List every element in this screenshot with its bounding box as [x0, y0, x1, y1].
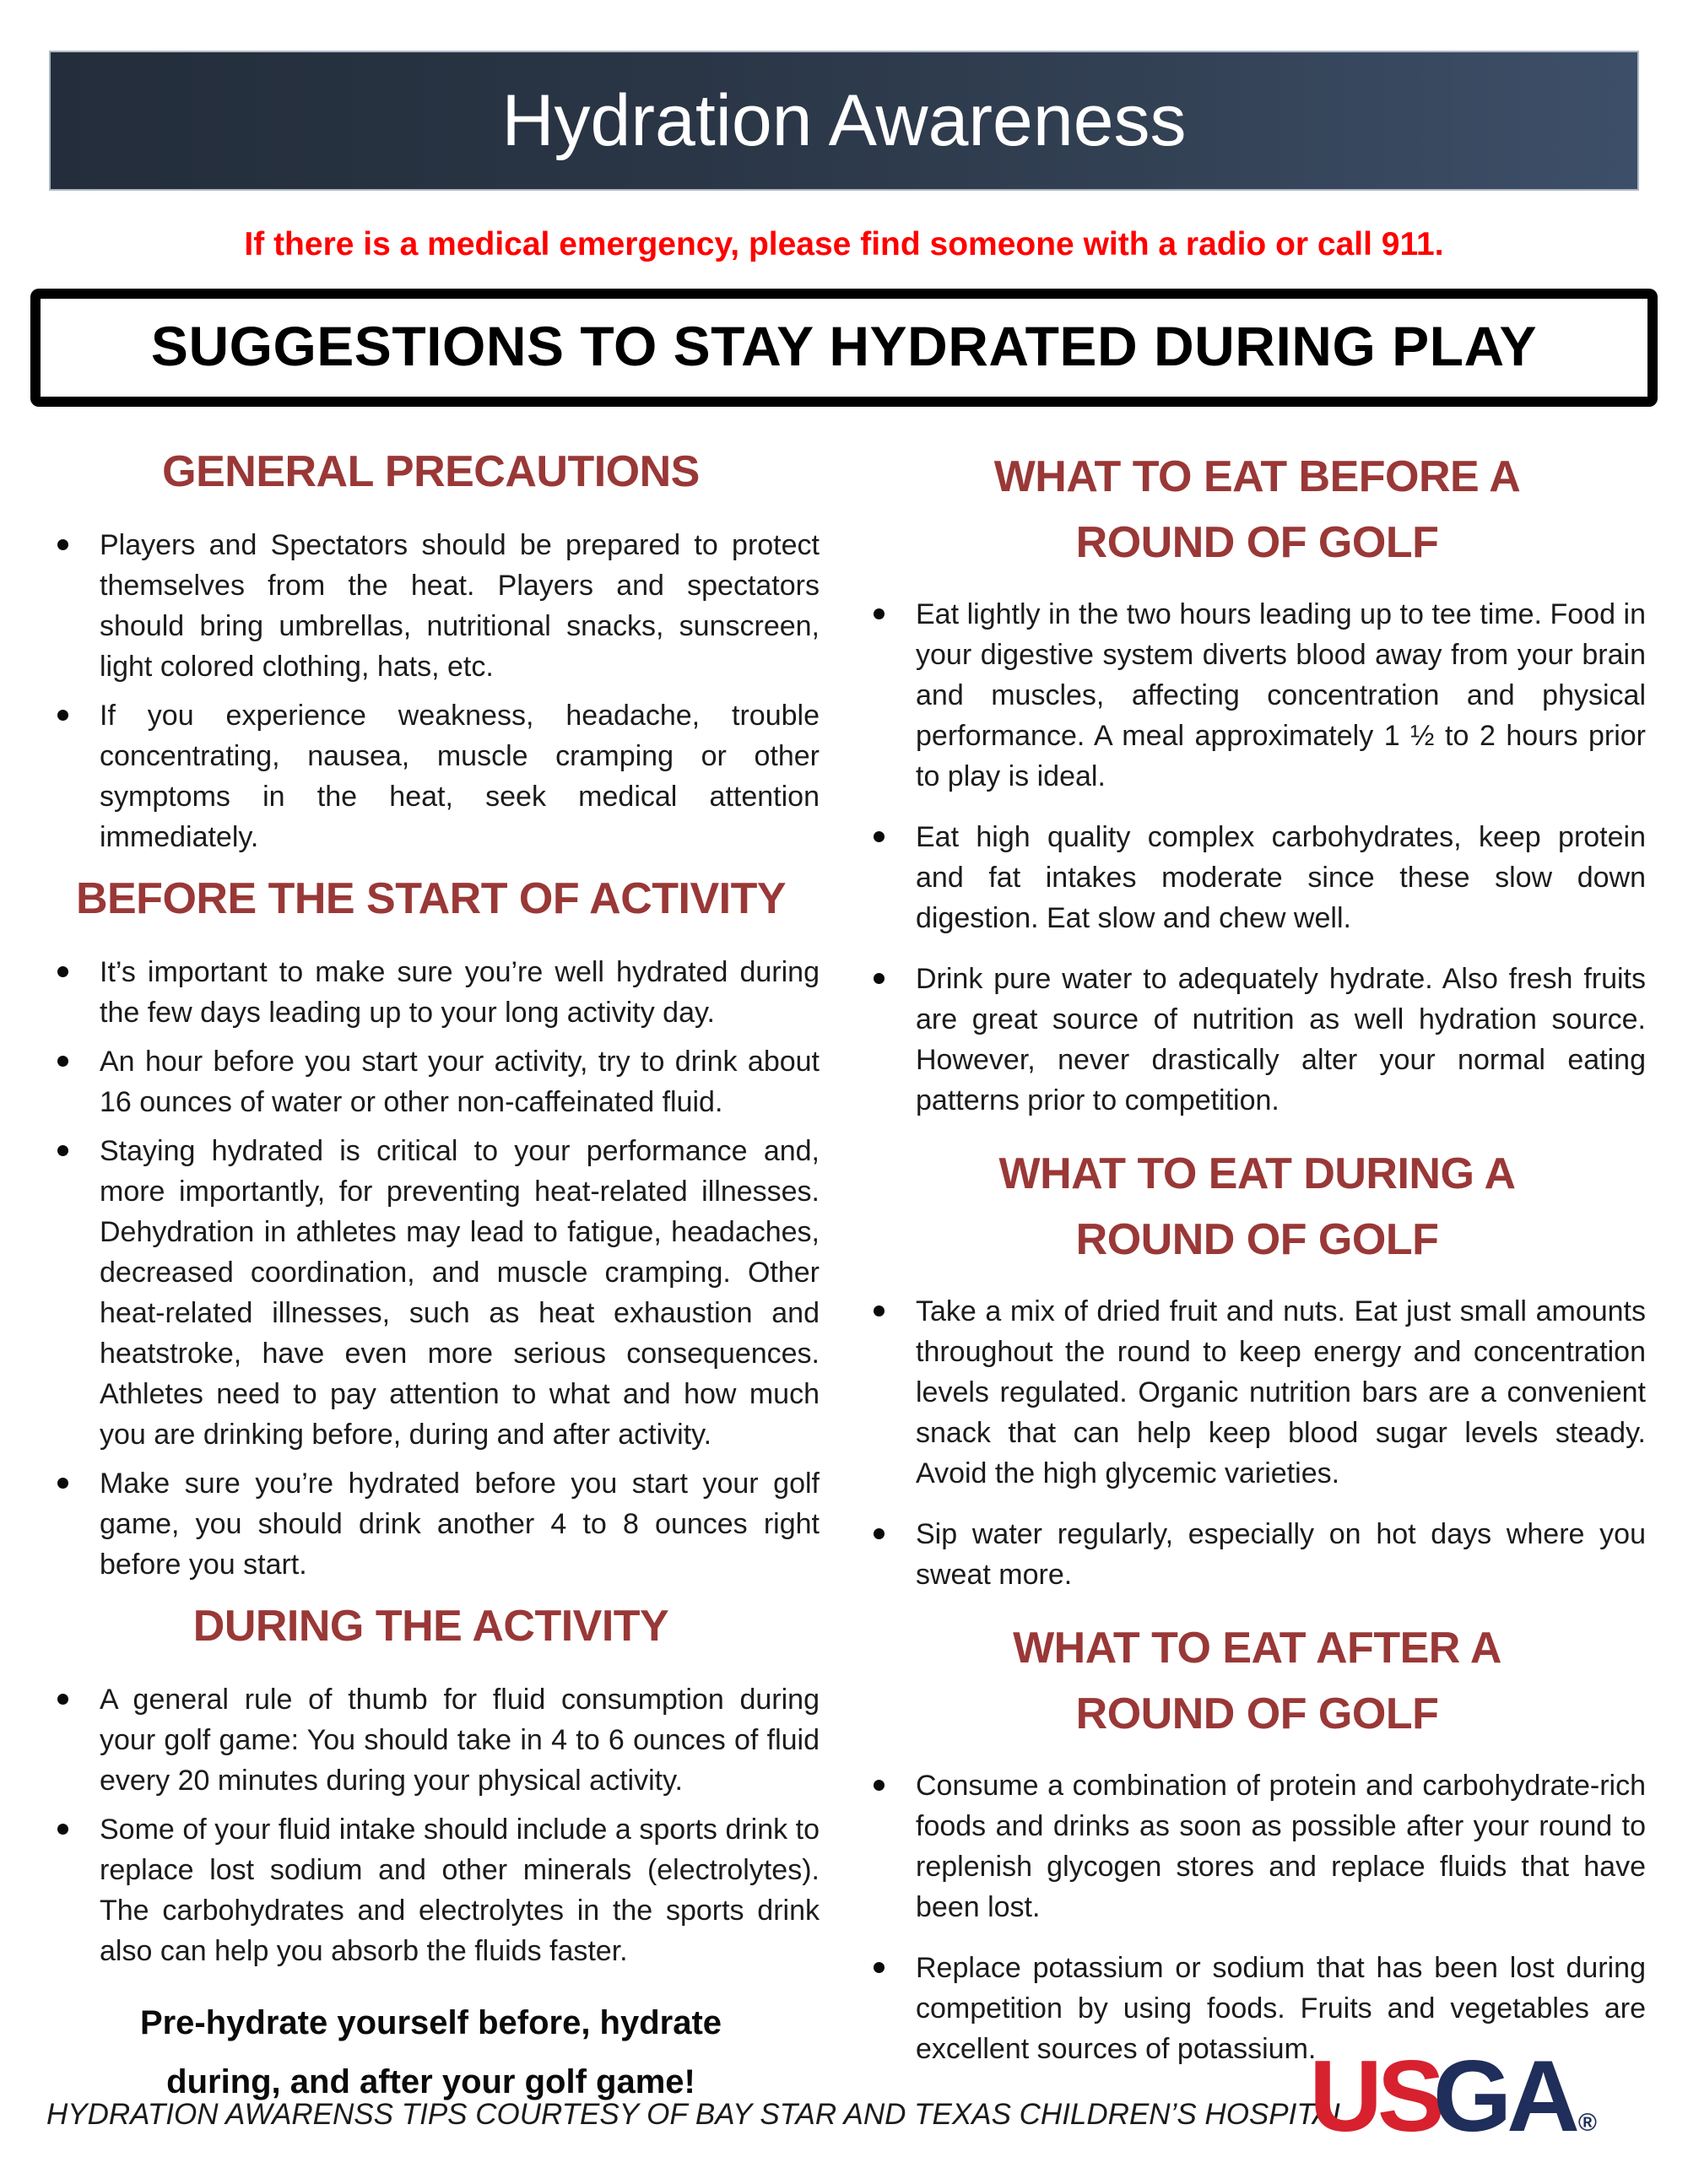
- prehydrate-callout: Pre-hydrate yourself before, hydrate during, and after your golf game!: [139, 2004, 722, 2100]
- usga-logo-us: US: [1309, 2040, 1440, 2153]
- bullet-list-before-start: [42, 952, 820, 1585]
- section-eat-after-round: [868, 1615, 1646, 2069]
- page-title: Hydration Awareness: [501, 79, 1187, 161]
- bullet-item: It’s important to make sure you’re well hydrated during the few days leading up to your long activity day.: [100, 952, 820, 1033]
- bullet-item: Eat high quality complex carbohydrates, keep protein and fat intakes moderate since these slow down digestion. Eat slow and chew well.: [916, 817, 1646, 938]
- section-eat-during-round: [868, 1141, 1646, 1595]
- usga-logo: [1309, 2040, 1597, 2153]
- bullet-list-eat-during: [868, 1291, 1646, 1595]
- main-heading-box: [30, 289, 1658, 407]
- bullet-list-eat-before: [868, 594, 1646, 1121]
- registered-trademark-icon: ®: [1577, 2109, 1597, 2137]
- bullet-item: An hour before you start your activity, try to drink about 16 ounces of water or other non-caffeinated fluid.: [100, 1041, 820, 1122]
- bullet-item: Players and Spectators should be prepared to protect themselves from the heat. Players and spectators should bring umbrellas, nutritional snacks, sunscreen, light colored clothing, hats, etc.: [100, 525, 820, 687]
- section-heading-during-activity: DURING THE ACTIVITY: [192, 1602, 669, 1651]
- bullet-list-during-activity: [42, 1679, 820, 1971]
- section-before-start-of-activity: [42, 866, 820, 1585]
- bullet-item: Drink pure water to adequately hydrate. Also fresh fruits are great source of nutrition as well hydration source. However, never drastically alter your normal eating patterns prior to competition.: [916, 959, 1646, 1121]
- bullet-item: Some of your fluid intake should include a sports drink to replace lost sodium and other minerals (electrolytes). The carbohydrates and electrolytes in the sports drink also can help you absorb the fluids faster.: [100, 1809, 820, 1971]
- emergency-notice: If there is a medical emergency, please find someone with a radio or call 911.: [244, 226, 1444, 262]
- left-column: [42, 437, 820, 2111]
- bullet-item: Eat lightly in the two hours leading up to tee time. Food in your digestive system diverts blood away from your brain and muscles, affecting concentration and physical performance. A meal approximately 1 ½ to 2 hours prior to play is ideal.: [916, 594, 1646, 797]
- section-heading-before-start: BEFORE THE START OF ACTIVITY: [75, 874, 787, 923]
- section-heading-general-precautions: GENERAL PRECAUTIONS: [162, 447, 700, 496]
- usga-logo-ga: GA: [1432, 2040, 1575, 2153]
- bullet-item: If you experience weakness, headache, trouble concentrating, nausea, muscle cramping or other symptoms in the heat, seek medical attention immediately.: [100, 695, 820, 857]
- section-heading-eat-during: WHAT TO EAT DURING A ROUND OF GOLF: [998, 1149, 1516, 1264]
- bullet-item: Take a mix of dried fruit and nuts. Eat just small amounts throughout the round to keep energy and concentration levels regulated. Organic nutrition bars are a convenient snack that can help keep blood sugar levels steady. Avoid the high glycemic varieties.: [916, 1291, 1646, 1494]
- bullet-item: Sip water regularly, especially on hot days where you sweat more.: [916, 1514, 1646, 1595]
- bullet-item: A general rule of thumb for fluid consumption during your golf game: You should take in 4 to 6 ounces of fluid every 20 minutes during your physical activity.: [100, 1679, 820, 1801]
- main-heading: SUGGESTIONS TO STAY HYDRATED DURING PLAY: [150, 315, 1538, 377]
- bullet-item: Staying hydrated is critical to your performance and, more importantly, for preventing heat-related illnesses. Dehydration in athletes may lead to fatigue, headaches, decreased coordination, and muscle cramping. Other heat-related illnesses, such as heat exhaustion and heatstroke, have even more serious consequences. Athletes need to pay attention to what and how much you are drinking before, during and after activity.: [100, 1131, 820, 1455]
- section-heading-eat-after: WHAT TO EAT AFTER A ROUND OF GOLF: [1013, 1624, 1501, 1738]
- bullet-list-general-precautions: [42, 525, 820, 857]
- section-heading-eat-before: WHAT TO EAT BEFORE A ROUND OF GOLF: [993, 452, 1521, 567]
- bullet-list-eat-after: [868, 1765, 1646, 2069]
- bullet-item: Consume a combination of protein and carbohydrate-rich foods and drinks as soon as possible after your round to replenish glycogen stores and replace fluids that have been lost.: [916, 1765, 1646, 1927]
- section-general-precautions: [42, 439, 820, 857]
- section-eat-before-round: [868, 444, 1646, 1121]
- title-banner: [49, 51, 1639, 191]
- section-during-the-activity: [42, 1593, 820, 1971]
- right-column: [868, 437, 1646, 2111]
- content-columns: [0, 437, 1688, 2111]
- bullet-item: Make sure you’re hydrated before you start your golf game, you should drink another 4 to 8 ounces right before you start.: [100, 1463, 820, 1585]
- footer-credit: HYDRATION AWARENSS TIPS COURTESY OF BAY STAR AND TEXAS CHILDREN’S HOSPITAL.: [46, 2098, 1357, 2131]
- bullet-item: Replace potassium or sodium that has been lost during competition by using foods. Fruits and vegetables are excellent sources of potassium.: [916, 1948, 1646, 2069]
